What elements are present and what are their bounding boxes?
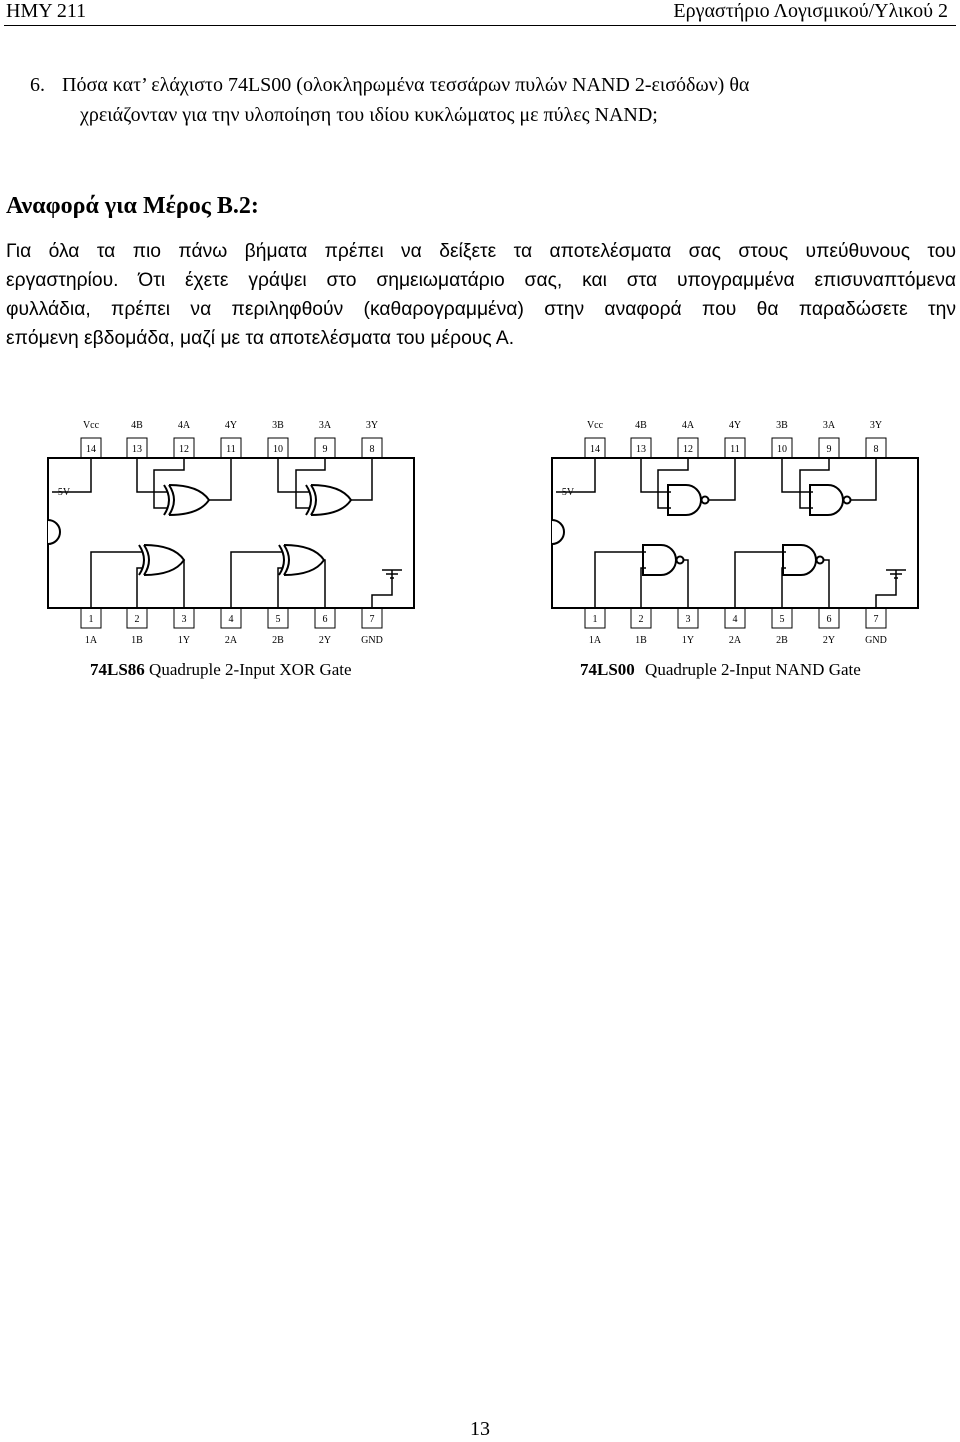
gnd-wire bbox=[372, 570, 392, 608]
pin-number: 2 bbox=[638, 614, 644, 625]
top-pin-label: 3B bbox=[272, 420, 284, 431]
bottom-pin-label: 2Y bbox=[822, 635, 836, 646]
pin-number: 14 bbox=[590, 444, 600, 455]
pin-number: 10 bbox=[777, 444, 787, 455]
top-gate-2-xor-symbol bbox=[306, 485, 351, 515]
gate-output-wire bbox=[684, 560, 688, 608]
report-paragraph bbox=[6, 237, 956, 353]
pin-number: 10 bbox=[273, 444, 283, 455]
top-gate-2-xor-symbol-stroke bbox=[306, 485, 311, 515]
pin-number: 9 bbox=[322, 444, 328, 455]
paragraph-line: εργαστηρίου. Ότι έχετε γράψει στο σημειωματάριο σας, και στα υπογραμμένα επισυναπτόμενα bbox=[6, 270, 956, 291]
pin-number: 14 bbox=[86, 444, 96, 455]
paragraph-line: φυλλάδια, πρέπει να περιληφθούν (καθαρογραμμένα) στην αναφορά που θα παραδώσετε την bbox=[6, 299, 956, 320]
pin-number: 5 bbox=[275, 614, 281, 625]
gate-input-wire bbox=[641, 458, 671, 492]
pin-number: 4 bbox=[732, 614, 738, 625]
top-pin-label: 3A bbox=[822, 420, 836, 431]
pin-number: 13 bbox=[132, 444, 142, 455]
top-pin-label: 4A bbox=[177, 420, 191, 431]
bottom-gate-1-xor-symbol bbox=[139, 545, 184, 575]
pin-number: 4 bbox=[228, 614, 234, 625]
pin-number: 7 bbox=[873, 614, 879, 625]
top-gate-1-nand-symbol-stroke bbox=[668, 485, 701, 515]
nand-chip-pinout-diagram bbox=[548, 410, 928, 650]
gate-input-wire bbox=[782, 458, 813, 492]
top-pin-label: 3A bbox=[318, 420, 332, 431]
bottom-gate-1-nand-symbol-stroke bbox=[643, 545, 676, 575]
gate-input-wire bbox=[91, 552, 142, 608]
bottom-gate-2-nand-symbol-bubble bbox=[817, 557, 824, 564]
top-gate-1-xor-symbol-stroke bbox=[164, 485, 169, 515]
top-pin-label: 3Y bbox=[365, 420, 379, 431]
gate-input-wire bbox=[231, 552, 282, 608]
section-title: Αναφορά για Μέρος Β.2: bbox=[6, 193, 259, 219]
top-gate-2-nand-symbol-bubble bbox=[844, 497, 851, 504]
pin-number: 3 bbox=[181, 614, 187, 625]
bottom-gate-2-nand-symbol bbox=[783, 545, 824, 575]
bottom-pin-label: 1A bbox=[84, 635, 98, 646]
gate-input-wire bbox=[800, 458, 829, 508]
bottom-pin-label: 1B bbox=[635, 635, 647, 646]
xor-part-number: 74LS86 bbox=[90, 660, 145, 679]
bottom-pin-label: 1A bbox=[588, 635, 602, 646]
nand-chip-caption bbox=[580, 660, 861, 680]
bottom-pin-label: 2A bbox=[728, 635, 742, 646]
top-pin-label: 4B bbox=[635, 420, 647, 431]
bottom-pin-label: 1B bbox=[131, 635, 143, 646]
pin-number: 1 bbox=[88, 614, 94, 625]
pin-number: 5 bbox=[779, 614, 785, 625]
xor-chip-caption bbox=[90, 660, 352, 680]
gate-input-wire bbox=[278, 458, 309, 492]
nand-part-number: 74LS00 bbox=[580, 660, 635, 679]
gate-output-wire bbox=[824, 560, 829, 608]
question-number: 6. bbox=[30, 74, 45, 96]
bottom-pin-label: 2Y bbox=[318, 635, 332, 646]
pin-number: 11 bbox=[226, 444, 236, 455]
bottom-pin-label: 2B bbox=[776, 635, 788, 646]
pin-number: 6 bbox=[322, 614, 328, 625]
top-gate-2-nand-symbol bbox=[810, 485, 851, 515]
course-code: ΗΜΥ 211 bbox=[6, 0, 87, 22]
course-title: Εργαστήριο Λογισμικού/Υλικού 2 bbox=[673, 0, 948, 22]
top-gate-1-xor-symbol bbox=[164, 485, 209, 515]
gate-output-wire bbox=[709, 458, 735, 500]
bottom-gate-1-xor-symbol-stroke bbox=[139, 545, 144, 575]
top-pin-label: Vcc bbox=[82, 420, 100, 431]
gate-output-wire bbox=[351, 458, 372, 500]
pin-number: 2 bbox=[134, 614, 140, 625]
bottom-pin-label: 2B bbox=[272, 635, 284, 646]
bottom-gate-1-nand-symbol-bubble bbox=[677, 557, 684, 564]
gate-output-wire bbox=[324, 560, 325, 608]
gate-input-wire bbox=[137, 458, 167, 492]
gate-output-wire bbox=[209, 458, 231, 500]
page-header bbox=[0, 0, 960, 28]
pin-number: 3 bbox=[685, 614, 691, 625]
header-rule bbox=[4, 25, 956, 26]
pin-number: 1 bbox=[592, 614, 598, 625]
supply-label: 5V bbox=[57, 487, 71, 498]
paragraph-line: επόμενη εβδομάδα, μαζί με τα αποτελέσματα του μέρους Α. bbox=[6, 328, 515, 349]
pin-number: 8 bbox=[873, 444, 879, 455]
nand-caption-text: Quadruple 2-Input NAND Gate bbox=[645, 660, 861, 679]
bottom-pin-label: 1Y bbox=[177, 635, 191, 646]
chip-notch bbox=[552, 520, 564, 544]
gate-input-wire bbox=[658, 458, 688, 508]
page-number: 13 bbox=[470, 1418, 490, 1440]
pin-number: 11 bbox=[730, 444, 740, 455]
top-gate-2-nand-symbol-stroke bbox=[810, 485, 843, 515]
bottom-gate-1-nand-symbol bbox=[643, 545, 684, 575]
top-pin-label: 3B bbox=[776, 420, 788, 431]
top-pin-label: 3Y bbox=[869, 420, 883, 431]
top-gate-1-nand-symbol bbox=[668, 485, 709, 515]
pin-number: 9 bbox=[826, 444, 832, 455]
paragraph-line: Για όλα τα πιο πάνω βήματα πρέπει να δείξετε τα αποτελέσματα σας στους υπεύθυνους του bbox=[6, 241, 956, 262]
bottom-pin-label: GND bbox=[361, 635, 383, 646]
chip-notch bbox=[48, 520, 60, 544]
bottom-gate-2-nand-symbol-stroke bbox=[783, 545, 816, 575]
bottom-pin-label: 1Y bbox=[681, 635, 695, 646]
bottom-pin-label: GND bbox=[865, 635, 887, 646]
question-line-1: Πόσα κατ’ ελάχιστο 74LS00 (ολοκληρωμένα τεσσάρων πυλών NAND 2-εισόδων) θα bbox=[62, 74, 750, 96]
top-pin-label: Vcc bbox=[586, 420, 604, 431]
top-pin-label: 4B bbox=[131, 420, 143, 431]
xor-chip-pinout-diagram bbox=[44, 410, 424, 650]
question-line-2: χρειάζονταν για την υλοποίηση του ιδίου κυκλώματος με πύλες NAND; bbox=[80, 104, 658, 126]
pin-number: 13 bbox=[636, 444, 646, 455]
supply-label: 5V bbox=[561, 487, 575, 498]
question-6 bbox=[30, 70, 952, 130]
bottom-gate-2-xor-symbol-stroke bbox=[279, 545, 284, 575]
bottom-pin-label: 2A bbox=[224, 635, 238, 646]
pin-number: 6 bbox=[826, 614, 832, 625]
top-gate-1-nand-symbol-bubble bbox=[702, 497, 709, 504]
bottom-gate-2-xor-symbol bbox=[279, 545, 324, 575]
pin-number: 8 bbox=[369, 444, 375, 455]
top-pin-label: 4Y bbox=[224, 420, 238, 431]
pin-number: 7 bbox=[369, 614, 375, 625]
top-pin-label: 4A bbox=[681, 420, 695, 431]
top-pin-label: 4Y bbox=[728, 420, 742, 431]
pin-number: 12 bbox=[683, 444, 693, 455]
xor-caption-text: Quadruple 2-Input XOR Gate bbox=[149, 660, 352, 679]
gnd-wire bbox=[876, 570, 896, 608]
pin-number: 12 bbox=[179, 444, 189, 455]
gate-output-wire bbox=[851, 458, 876, 500]
gate-input-wire bbox=[595, 552, 646, 608]
gate-input-wire bbox=[735, 552, 786, 608]
